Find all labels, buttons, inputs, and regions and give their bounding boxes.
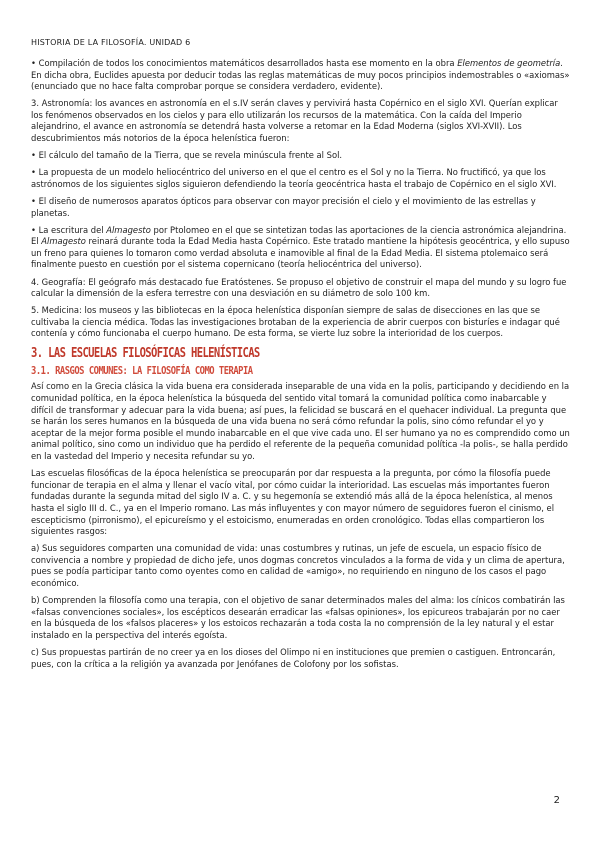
paragraph-astronomy: 3. Astronomía: los avances en astronomía en el s.IV serán claves y pervivirá hasta Copérnico en el siglo XVI. Querían explicar los fenómenos observados en los cielos y para ello utilizarán los recursos de la matemática. Con la caída del Imperio alejandrino, el avance en astronomía se detendrá hasta volverse a retomar en la Edad Moderna (siglos XVI-XVII). Los descubrimientos más notorios de la época helenística fueron: [31, 98, 558, 144]
paragraph-euclid: • Compilación de todos los conocimientos matemáticos desarrollados hasta ese momento en la obra Elementos de geometría. En dicha obra, Euclides apuesta por deducir todas las reglas matemáticas de muy pocos principios indemostrables o «axiomas» (enunciado que no hace falta comprobar porque se considera verdadero, evidente). [31, 58, 570, 92]
paragraph-trait-c: c) Sus propuestas partirán de no creer ya en los dioses del Olimpo ni en instituciones que premien o castiguen. Entroncarán, pues, con la crítica a la religión ya avanzada por Jenófanes de Colofony por los sofistas. [31, 646, 556, 669]
paragraph-schools: Las escuelas filosóficas de la época helenística se preocuparán por dar respuesta a la pregunta, por cómo la filosofía puede funcionar de terapia en el alma y llenar el vacío vital, por cómo cuidar la interioridad. Las escuelas más importantes fueron fundadas durante la segunda mitad del siglo IV a. C. y su hegemonía se extendió más allá de la época helenística, al menos hasta el siglo III d. C., ya en el Imperio romano. Las más influyentes y con mayor número de seguidores fueron el cinismo, el escepticismo (pirronismo), el epicureísmo y el estoicismo, enumeradas en orden cronológico. Todas ellas compartieron los siguientes rasgos: [31, 468, 555, 537]
paragraph-trait-a: a) Sus seguidores comparten una comunidad de vida: unas costumbres y rutinas, un jefe de escuela, un espacio físico de convivencia a nombre y propiedad de dicho jefe, unos dogmas concretos vinculados a la forma de vida y un clima de apertura, pues se podía participar tanto como oyentes como en calidad de «amigo», no requiriendo en ninguno de los casos el pago económico. [31, 543, 565, 588]
section-title: 3. LAS ESCUELAS FILOSÓFICAS HELENÍSTICAS [31, 345, 260, 362]
document-body [31, 58, 571, 676]
paragraph-trait-b: b) Comprenden la filosofía como una terapia, con el objetivo de sanar determinados males del alma: los cínicos combatirán las «falsas convenciones sociales», los escépticos desearán erradicar las «falsas opiniones», los epicureos trabajarán por no caer en la búsqueda de los «falsos placeres» y los estoicos rechazarán a toda costa la no comprensión de la ley natural y el estar instalado en la perspectiva del interés egoísta. [31, 595, 565, 640]
paragraph-geography: 4. Geografía: El geógrafo más destacado fue Eratóstenes. Se propuso el objetivo de construir el mapa del mundo y su logro fue calcular la dimensión de la esfera terrestre con una desviación en su diámetro de solo 100 km. [31, 276, 567, 299]
running-header: HISTORIA DE LA FILOSOFÍA. UNIDAD 6 [31, 38, 191, 47]
list-item-almagest: • La escritura del Almagesto por Ptolomeo en el que se sintetizan todas las aportaciones de la ciencia astronómica alejandrina. El Almagesto reinará durante toda la Edad Media hasta Copérnico. Este tratado mantiene la hipótesis geocéntrica, y ello supuso un freno para quienes lo tomaron como verdad absoluta e inamovible al final de la Edad Media. El sistema ptolemaico será finalmente puesto en cuestión por el sistema copernicano (teoría heliocéntrica del universo). [31, 224, 570, 270]
paragraph-medicine: 5. Medicina: los museos y las bibliotecas en la época helenística disponían siempre de salas de disecciones en las que se cultivaba la ciencia médica. Todas las investigaciones brotaban de la experiencia de abrir cuerpos con bisturíes e indagar qué contenía y cómo funcionaba el cuerpo humano. De esta forma, se vierte luz sobre la interioridad de los cuerpos. [31, 305, 560, 339]
page-number: 2 [553, 795, 560, 806]
list-item-earth-size: • El cálculo del tamaño de la Tierra, que se revela minúscula frente al Sol. [31, 150, 343, 161]
list-item-optics: • El diseño de numerosos aparatos ópticos para observar con mayor precisión el cielo y el movimiento de las estrellas y planetas. [31, 195, 536, 218]
paragraph-intro: Así como en la Grecia clásica la vida buena era considerada inseparable de una vida en la polis, participando y decidiendo en la comunidad política, en la época helenística la búsqueda del sentido vital tomará la comunidad política como inabarcable y difícil de transformar y adecuar para la vida buena; así pues, la felicidad se buscará en el quehacer individual. La pregunta que se harán los seres humanos en la búsqueda de una vida buena no será cómo refundar la polis, sino cómo refundar el yo y aceptar de la mejor forma posible el mundo inabarcable en el que vive cada uno. El ser humano ya no es comprendido como un animal político, sino como un individuo que ha perdido el referente de la pequeña comunidad política -la polis-, se halla perdido en la vastedad del Imperio y necesita refundar su yo. [31, 381, 570, 462]
subsection-title: 3.1. RASGOS COMUNES: LA FILOSOFÍA COMO TERAPIA [31, 364, 253, 378]
list-item-heliocentric: • La propuesta de un modelo heliocéntrico del universo en el que el centro es el Sol y no la Tierra. No fructificó, ya que los astrónomos de los siguientes siglos siguieron defendiendo la teoría geocéntrica hasta el trabajo de Copérnico en el siglo XVI. [31, 167, 557, 189]
